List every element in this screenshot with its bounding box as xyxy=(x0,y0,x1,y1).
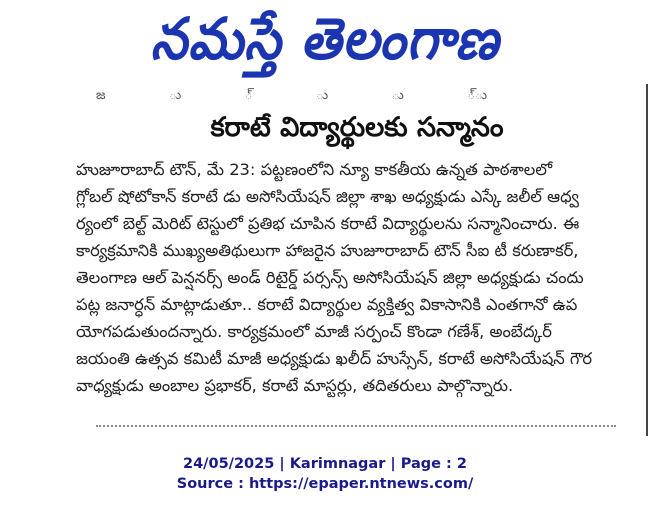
article-line: గ్లోబల్ షోటోకాన్ కరాటే డు అసోసియేషన్ జిల్లా శాఖ అధ్యక్షుడు ఎస్కే జలీల్ ఆధ్వ xyxy=(76,187,579,206)
source-caption: Source : https://epaper.ntnews.com/ xyxy=(176,476,474,492)
cut-off-previous-text: జ ు ్ ు ు ్ు xyxy=(96,88,547,102)
newspaper-masthead xyxy=(0,6,650,74)
clipping-right-edge xyxy=(646,84,648,436)
article-line: జయంతి ఉత్సవ కమిటీ మాజీ అధ్యక్షుడు ఖలీద్ హుస్సేన్, కరాటే అసోసియేషన్ గౌర xyxy=(76,349,593,368)
masthead-title: నమస్తే తెలంగాణ xyxy=(150,6,500,73)
article-headline: కరాటే విద్యార్థులకు సన్మానం xyxy=(210,112,504,143)
article-line: హుజూరాబాద్ టౌన్, మే 23: పట్టణంలోని న్యూ కాకతీయ ఉన్నత పాఠశాలలో xyxy=(76,160,553,179)
article-line: తెలంగాణ ఆల్ పెన్షనర్స్ అండ్ రిటైర్డ్ పర్సన్స్ అసోసియేషన్ జిల్లా అధ్యక్షుడు చందు xyxy=(76,268,584,287)
article-line: పట్ల జనార్ధన్ మాట్లాడుతూ.. కరాటే విద్యార్థుల వ్యక్తిత్వ వికాసానికి ఎంతగానో ఉప xyxy=(76,295,578,314)
article-line: వాధ్యక్షుడు అంబాల ప్రభాకర్, కరాటే మాస్టర్లు, తదితరులు పాల్గొన్నారు. xyxy=(76,376,514,395)
article-line: కార్యక్రమానికి ముఖ్యఅతిథులుగా హాజరైన హుజూరాబాద్ టౌన్ సీఐ టీ కరుణాకర్, xyxy=(76,241,579,260)
article-body xyxy=(76,156,631,399)
article-line: యోగపడుతుందన్నారు. కార్యక్రమంలో మాజీ సర్పంచ్ కొండా గణేశ్, అంబేద్కర్ xyxy=(76,322,552,341)
cut-off-next-text xyxy=(96,425,616,436)
article-clipping xyxy=(66,84,648,436)
date-edition-caption: 24/05/2025 | Karimnagar | Page : 2 xyxy=(183,456,467,472)
article-line: ర్యంలో బెల్ట్ మెరిట్ టెస్టులో ప్రతిభ చూపిన కరాటే విద్యార్థులను సన్మానించారు. ఈ xyxy=(76,214,580,233)
